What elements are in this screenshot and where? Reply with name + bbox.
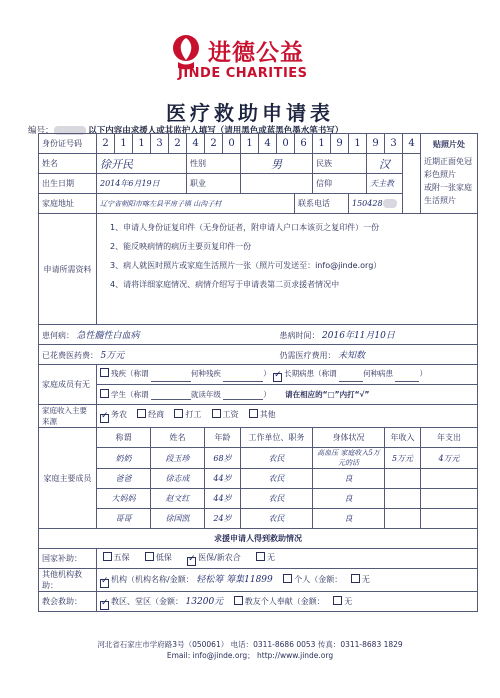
jinde-logo-icon bbox=[172, 34, 200, 70]
member-name[interactable]: 段玉珍 bbox=[151, 448, 205, 469]
member-age[interactable]: 44岁 bbox=[205, 489, 241, 509]
members-header: 姓名 bbox=[151, 428, 205, 448]
redacted-phone bbox=[383, 199, 397, 208]
need-field[interactable]: 未知数 bbox=[338, 351, 366, 361]
name-label: 姓名 bbox=[39, 154, 97, 174]
member-rel[interactable]: 爸爸 bbox=[97, 469, 151, 489]
cost-field[interactable]: 5万元 bbox=[100, 351, 125, 361]
materials-item: 3、病人就医时照片或家庭生活照片一张（照片可发送至：info@jinde.org） bbox=[110, 261, 382, 270]
income-opt: 其他 bbox=[259, 410, 276, 419]
chronic-blank[interactable] bbox=[339, 372, 363, 382]
member-health-value: 高血压 bbox=[317, 449, 339, 457]
id-digit[interactable]: 0 bbox=[277, 134, 295, 154]
disability-blank[interactable] bbox=[223, 372, 263, 382]
members-header: 年收入 bbox=[385, 428, 421, 448]
member-rel[interactable]: 奶奶 bbox=[97, 448, 151, 469]
id-digit[interactable]: 0 bbox=[223, 134, 241, 154]
name-field[interactable]: 徐开民 bbox=[97, 154, 187, 174]
parishioner-checkbox[interactable] bbox=[234, 596, 243, 605]
id-digit[interactable]: 2 bbox=[169, 134, 187, 154]
parishioner-opt: 教友个人奉献（金额： bbox=[244, 596, 325, 606]
student-opt: 学生（称谓 bbox=[111, 390, 149, 399]
gender-label: 性别 bbox=[187, 154, 241, 174]
other-checkbox[interactable] bbox=[249, 409, 258, 418]
faith-label: 信仰 bbox=[313, 174, 367, 194]
dibao-checkbox[interactable] bbox=[145, 552, 154, 561]
org-logo bbox=[172, 34, 332, 84]
diocese-field[interactable]: 13200元 bbox=[185, 596, 224, 607]
id-digit[interactable]: 1 bbox=[241, 134, 259, 154]
student-checkbox[interactable] bbox=[100, 389, 109, 398]
salary-checkbox[interactable] bbox=[212, 409, 221, 418]
chronic-close: ） bbox=[419, 368, 427, 378]
wubao-checkbox[interactable] bbox=[103, 552, 112, 561]
birth-field[interactable]: 2014年6月19日 bbox=[97, 174, 187, 194]
member-expense[interactable]: 4万元 bbox=[421, 448, 478, 469]
id-digit[interactable]: 9 bbox=[331, 134, 349, 154]
income-source-row bbox=[97, 405, 478, 428]
worker-checkbox[interactable] bbox=[174, 409, 183, 418]
gender-field[interactable]: 男 bbox=[241, 154, 313, 174]
materials-item: 1、申请人身份证复印件（无身份证者，附申请人户口本该页之复印件）一份 bbox=[110, 223, 380, 232]
gov-aid-row bbox=[97, 549, 478, 569]
member-income[interactable]: 5万元 bbox=[385, 448, 421, 469]
org-name-en: JINDE CHARITIES bbox=[178, 66, 308, 81]
member-health[interactable] bbox=[313, 448, 385, 469]
personal-aid-checkbox[interactable] bbox=[283, 574, 292, 583]
member-job[interactable]: 农民 bbox=[241, 448, 313, 469]
need-label: 仍需医疗费用： bbox=[279, 351, 336, 360]
address-field[interactable]: 辽宁省朝阳市喀左县平房子镇 山沟子村 bbox=[97, 194, 295, 214]
no-aid-checkbox[interactable] bbox=[351, 574, 360, 583]
phone-label: 联系电话 bbox=[295, 194, 349, 214]
members-header: 年龄 bbox=[205, 428, 241, 448]
photo-hint-1: 近期正面免冠彩色照片 bbox=[424, 157, 472, 179]
application-form bbox=[38, 133, 478, 612]
chronic-opt: 长期病患（称谓 bbox=[284, 368, 337, 378]
gov-opt: 五保 bbox=[113, 552, 130, 562]
checkbox-note: 请在相应的“□”内打“√” bbox=[285, 390, 370, 399]
member-name[interactable]: 赵文红 bbox=[151, 489, 205, 509]
no-church-opt: 无 bbox=[344, 596, 353, 606]
gov-opt: 无 bbox=[267, 552, 276, 562]
student-grade: 就读年级 bbox=[190, 390, 221, 399]
chronic-kind: 何种病患 bbox=[363, 368, 394, 378]
member-job[interactable]: 农民 bbox=[241, 469, 313, 489]
address-label: 家庭地址 bbox=[39, 194, 97, 214]
illness-label: 患何病： bbox=[42, 331, 74, 340]
income-source-label: 家庭收入主要来源 bbox=[39, 405, 97, 428]
disability-checkbox[interactable] bbox=[100, 368, 109, 377]
id-digit[interactable]: 2 bbox=[205, 134, 223, 154]
id-digit[interactable]: 3 bbox=[385, 134, 403, 154]
job-label: 职业 bbox=[187, 174, 241, 194]
other-aid-label: 其他机构救助： bbox=[39, 569, 97, 592]
ethnic-label: 民族 bbox=[313, 154, 367, 174]
member-expense[interactable] bbox=[421, 469, 478, 489]
member-rel[interactable]: 大妈妈 bbox=[97, 489, 151, 509]
table-row bbox=[39, 509, 478, 529]
org-name-cn: 进德公益 bbox=[208, 40, 304, 66]
id-digit[interactable]: 6 bbox=[295, 134, 313, 154]
member-health[interactable]: 良 bbox=[313, 469, 385, 489]
need-cell bbox=[277, 345, 478, 365]
none-checkbox[interactable] bbox=[256, 552, 265, 561]
illness-field[interactable]: 急性髓性白血病 bbox=[76, 331, 140, 341]
id-digit[interactable]: 4 bbox=[403, 134, 421, 154]
id-digit[interactable]: 4 bbox=[259, 134, 277, 154]
member-job[interactable]: 农民 bbox=[241, 509, 313, 529]
member-job[interactable]: 农民 bbox=[241, 489, 313, 509]
cost-label: 已花费医药费： bbox=[42, 351, 98, 360]
org-aid-opt: 机构（机构名称/金额： bbox=[111, 575, 194, 584]
member-name[interactable]: 徐志成 bbox=[151, 469, 205, 489]
illness-date-label: 患病时间： bbox=[279, 331, 320, 340]
income-opt: 务农 bbox=[111, 410, 127, 419]
members-header: 工作单位、职务 bbox=[241, 428, 313, 448]
form-number-label: 编号： bbox=[28, 126, 54, 136]
materials-item: 2、能反映病情的病历主要页复印件一份 bbox=[110, 242, 252, 251]
id-digit[interactable]: 4 bbox=[187, 134, 205, 154]
farming-checkbox[interactable] bbox=[100, 414, 109, 423]
member-health[interactable]: 良 bbox=[313, 489, 385, 509]
table-row bbox=[39, 469, 478, 489]
diocese-opt: 教区、堂区（金额： bbox=[111, 596, 183, 606]
materials-label: 申请所需资料 bbox=[39, 214, 97, 325]
member-name[interactable]: 徐国凯 bbox=[151, 509, 205, 529]
id-label: 身份证号码 bbox=[39, 134, 97, 154]
form-title: 医疗救助申请表 bbox=[166, 101, 334, 125]
disability-close: ） bbox=[263, 368, 271, 378]
members-note: 家庭收入5万元的话 bbox=[338, 449, 380, 467]
disability-kind: 何种残疾 bbox=[190, 368, 221, 378]
photo-box bbox=[421, 134, 478, 214]
help-section-title: 求援申请人得到救助情况 bbox=[39, 529, 478, 549]
member-income[interactable] bbox=[385, 489, 421, 509]
members-label: 家庭主要成员 bbox=[39, 428, 97, 529]
church-aid-row bbox=[97, 592, 478, 612]
no-aid-opt: 无 bbox=[361, 575, 370, 584]
no-church-checkbox[interactable] bbox=[333, 596, 342, 605]
table-row bbox=[39, 489, 478, 509]
job-field[interactable] bbox=[241, 174, 313, 194]
org-aid-field[interactable]: 轻松筹 筹集11899 bbox=[196, 575, 273, 585]
business-checkbox[interactable] bbox=[137, 409, 146, 418]
income-opt: 工资 bbox=[222, 410, 239, 419]
members-header: 身体状况 bbox=[313, 428, 385, 448]
member-age[interactable]: 68岁 bbox=[205, 448, 241, 469]
gov-opt: 低保 bbox=[155, 552, 172, 562]
birth-label: 出生日期 bbox=[39, 174, 97, 194]
chronic-blank[interactable] bbox=[395, 372, 419, 382]
gov-opt: 医保/新农合 bbox=[198, 552, 241, 562]
faith-field[interactable]: 天主教 bbox=[367, 174, 403, 194]
other-aid-row bbox=[97, 569, 478, 592]
id-digit[interactable]: 1 bbox=[313, 134, 331, 154]
materials-item: 4、请将详细家庭情况、病情介绍写于申请表第二页求援者情况中 bbox=[110, 280, 340, 289]
materials-list bbox=[97, 214, 478, 325]
phone-value: 150428 bbox=[352, 198, 383, 208]
personal-aid-opt: 个人（金额： bbox=[294, 575, 343, 584]
student-row bbox=[97, 385, 478, 405]
table-row bbox=[39, 448, 478, 469]
illness-date-cell bbox=[277, 325, 478, 345]
member-income[interactable] bbox=[385, 509, 421, 529]
footer bbox=[0, 639, 500, 661]
disability-opt: 残疾（称谓 bbox=[111, 368, 149, 378]
id-digit[interactable]: 1 bbox=[133, 134, 151, 154]
footer-contact: Email: info@jinde.org； http://www.jinde.org bbox=[166, 651, 334, 660]
student-close: ） bbox=[263, 390, 271, 399]
member-income[interactable] bbox=[385, 469, 421, 489]
chronic-checkbox[interactable] bbox=[273, 373, 282, 382]
illness-cell bbox=[39, 325, 277, 345]
member-age[interactable]: 24岁 bbox=[205, 509, 241, 529]
disability-row bbox=[97, 365, 478, 385]
member-age[interactable]: 44岁 bbox=[205, 469, 241, 489]
id-digit[interactable]: 3 bbox=[151, 134, 169, 154]
members-header: 称谓 bbox=[97, 428, 151, 448]
cost-cell bbox=[39, 345, 277, 365]
photo-hint-2: 或附一张家庭生活照片 bbox=[424, 183, 472, 205]
illness-date-field[interactable]: 2016年11月10日 bbox=[322, 331, 395, 341]
gov-aid-label: 国家补助： bbox=[39, 549, 97, 569]
members-header: 年支出 bbox=[421, 428, 478, 448]
form-instruction: 以下内容由求援人或其监护人填写（请用黑色或蓝黑色墨水笔书写） bbox=[88, 126, 344, 136]
disability-blank[interactable] bbox=[151, 372, 191, 382]
id-digit[interactable]: 9 bbox=[367, 134, 385, 154]
student-blank[interactable] bbox=[151, 390, 191, 400]
id-digit[interactable]: 1 bbox=[349, 134, 367, 154]
student-blank[interactable] bbox=[223, 390, 263, 400]
income-opt: 经商 bbox=[148, 410, 165, 419]
id-digit[interactable]: 2 bbox=[97, 134, 115, 154]
member-rel[interactable]: 哥哥 bbox=[97, 509, 151, 529]
footer-address: 河北省石家庄市学府路3号（050061） 电话：0311-8686 0053 传真：0311-8683 1829 bbox=[97, 640, 403, 649]
member-health[interactable]: 良 bbox=[313, 509, 385, 529]
photo-title: 贴照片处 bbox=[433, 140, 465, 149]
phone-field[interactable] bbox=[349, 194, 403, 214]
ethnic-field[interactable]: 汉 bbox=[367, 154, 403, 174]
church-aid-label: 教会救助： bbox=[39, 592, 97, 612]
member-expense[interactable] bbox=[421, 509, 478, 529]
diocese-checkbox[interactable] bbox=[100, 601, 109, 610]
org-aid-checkbox[interactable] bbox=[100, 579, 109, 588]
income-opt: 打工 bbox=[185, 410, 202, 419]
disability-label: 家庭成员有无 bbox=[39, 365, 97, 405]
member-expense[interactable] bbox=[421, 489, 478, 509]
id-digit[interactable]: 1 bbox=[115, 134, 133, 154]
insurance-checkbox[interactable] bbox=[187, 557, 196, 566]
